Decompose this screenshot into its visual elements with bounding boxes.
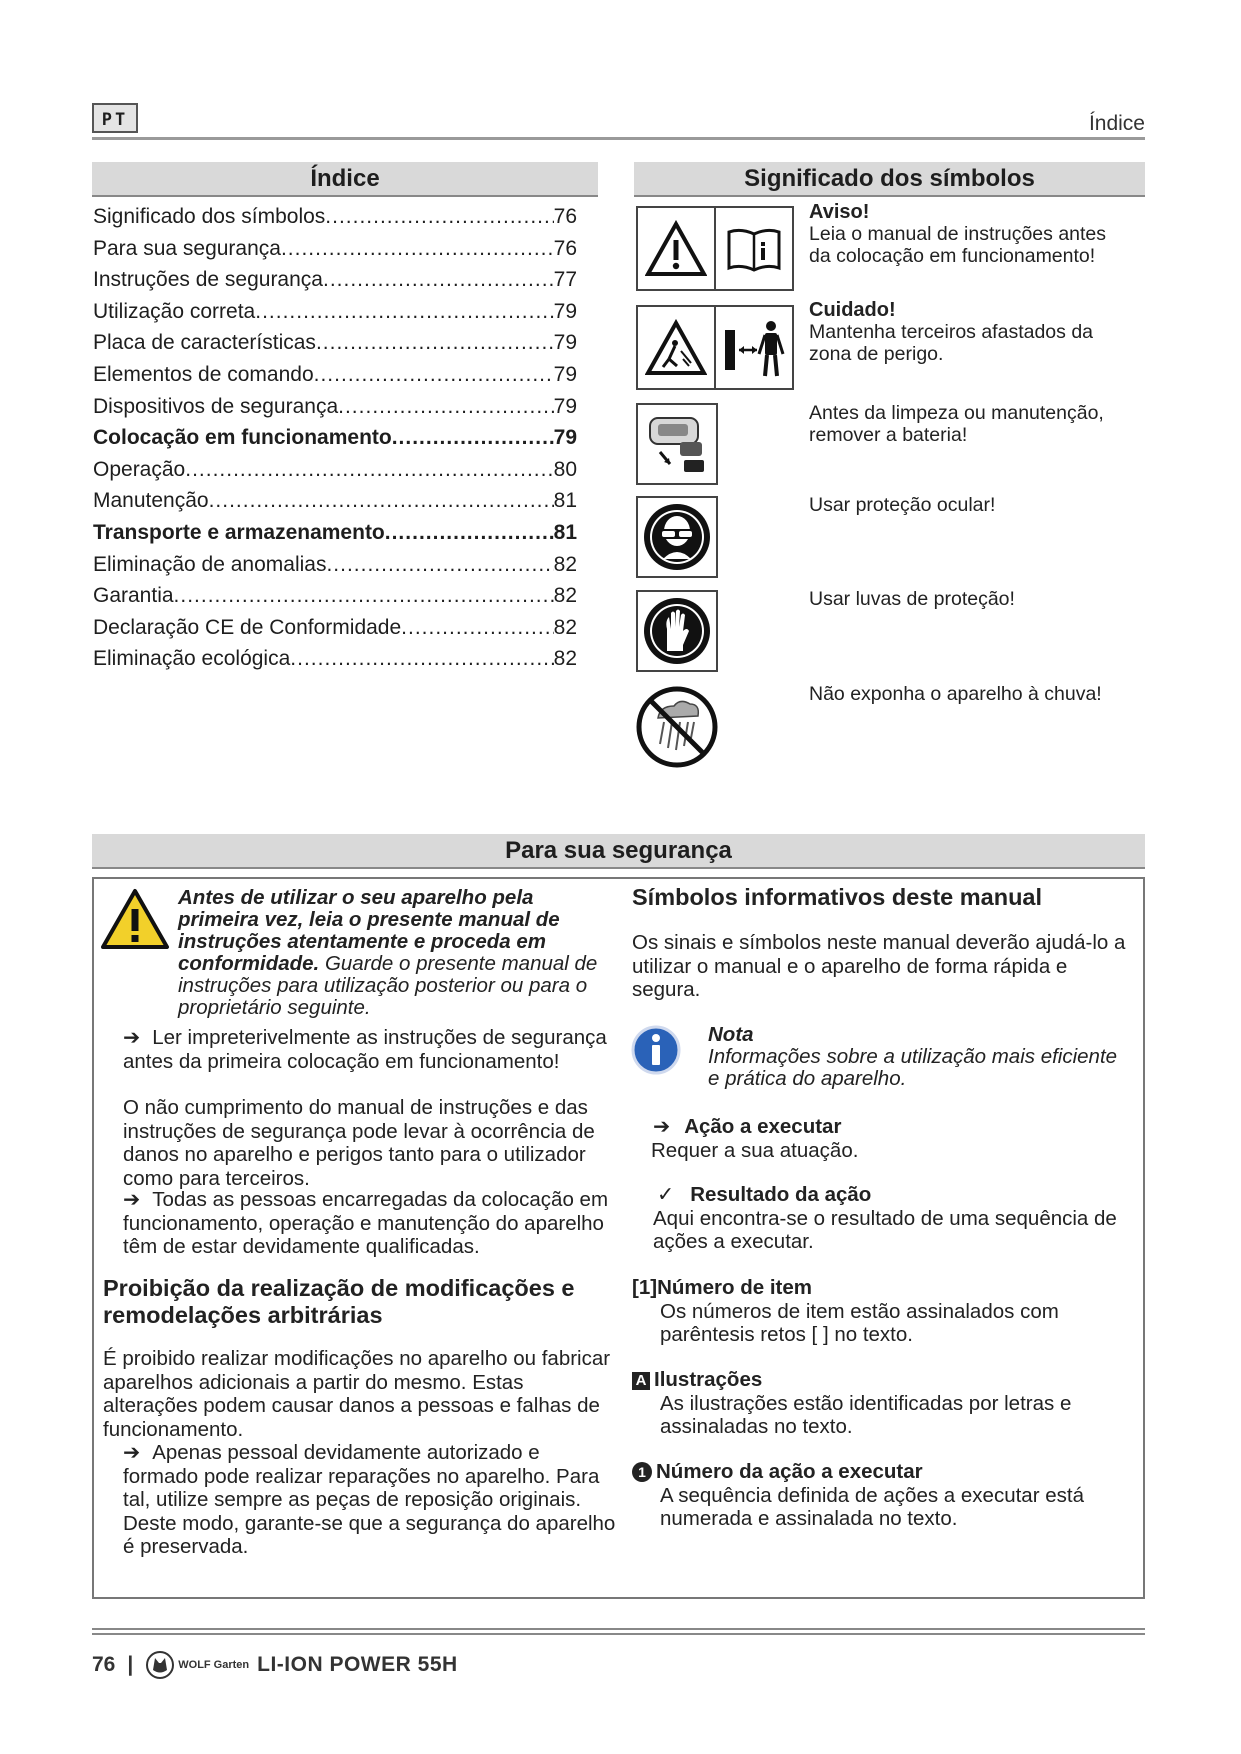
resultado-text: Aqui encontra-se o resultado de uma sequência de ações a executar. xyxy=(653,1206,1117,1253)
cuidado-line-2: zona de perigo. xyxy=(809,343,944,365)
toc-leader-dots xyxy=(325,201,553,233)
toc-entry xyxy=(93,643,577,675)
warning-triangle-icon xyxy=(638,208,716,289)
item-number-block xyxy=(632,1276,1137,1347)
toc-entry-title: Utilização correta xyxy=(93,299,256,323)
toc-entry-page: 79 xyxy=(553,426,577,450)
toc-entry xyxy=(93,201,577,233)
bateria-line-1: Antes da limpeza ou manutenção, xyxy=(809,402,1104,424)
ocular-description: Usar proteção ocular! xyxy=(809,494,996,516)
toc-entry-title: Colocação em funcionamento xyxy=(93,426,392,450)
info-symbols-text: Os sinais e símbolos neste manual deverão ajudá-lo a utilizar o manual e o aparelho de forma rápida e segura. xyxy=(632,931,1126,1001)
info-symbols-heading: Símbolos informativos deste manual xyxy=(632,884,1043,910)
item-title: Número de item xyxy=(657,1276,812,1299)
running-header-title: Índice xyxy=(1088,112,1145,135)
toc-entry xyxy=(93,422,577,454)
product-name: LI-ION POWER 55H xyxy=(257,1653,458,1676)
aviso-line-1: Leia o manual de instruções antes xyxy=(809,223,1107,245)
no-rain-icon xyxy=(634,684,720,770)
toc-entry xyxy=(93,454,577,486)
arrow-right-icon: ➔ xyxy=(123,1441,141,1464)
ilustracoes-block xyxy=(632,1368,1137,1439)
warning-read-manual-symbol xyxy=(636,206,794,291)
toc-entry-title: Instruções de segurança xyxy=(93,268,323,292)
bullet-authorized-personnel xyxy=(123,1441,620,1559)
toc-leader-dots xyxy=(281,233,554,265)
footer xyxy=(92,1650,458,1680)
chuva-description: Não exponha o aparelho à chuva! xyxy=(809,683,1102,705)
letter-a-box-icon: A xyxy=(632,1372,650,1390)
toc-leader-dots xyxy=(326,549,553,581)
numero-acao-title: Número da ação a executar xyxy=(656,1460,923,1483)
language-tag: PT xyxy=(92,103,138,133)
toc-leader-dots xyxy=(174,580,554,612)
toc-entry-title: Operação xyxy=(93,457,186,481)
cuidado-title: Cuidado! xyxy=(809,299,896,321)
toc-entry xyxy=(93,296,577,328)
proibicao-heading: Proibição da realização de modificações e remodelações arbitrárias xyxy=(103,1275,575,1328)
bateria-line-2: remover a bateria! xyxy=(809,424,968,446)
aviso-description xyxy=(809,201,1139,267)
footer-divider-bottom xyxy=(92,1633,1145,1635)
toc-entry-title: Garantia xyxy=(93,584,174,608)
number-one-circle-icon: 1 xyxy=(632,1462,652,1482)
numero-acao-block xyxy=(632,1460,1137,1531)
toc-entry-title: Transporte e armazenamento xyxy=(93,520,385,544)
item-prefix: [1] xyxy=(632,1276,658,1299)
toc-entry xyxy=(93,359,577,391)
toc-entry-page: 82 xyxy=(553,647,577,671)
toc-entry-page: 81 xyxy=(553,520,577,544)
hazard-thrown-objects-icon xyxy=(638,307,716,388)
wolf-head-icon xyxy=(145,1650,175,1680)
toc-entry-page: 79 xyxy=(553,299,577,323)
numero-acao-text: A sequência definida de ações a executar está numerada e assinalada no texto. xyxy=(660,1483,1084,1530)
remove-battery-icon xyxy=(636,403,718,485)
item-text: Os números de item estão assinalados com parêntesis retos [ ] no texto. xyxy=(660,1299,1059,1346)
toc-entry-title: Significado dos símbolos xyxy=(93,205,326,228)
safety-warning-rest: Guarde o presente manual de instruções para utilização posterior ou para o proprietário seguinte. xyxy=(178,952,598,1019)
proibicao-text: É proibido realizar modificações no aparelho ou fabricar aparelhos adicionais a partir do mesmo. Estas alterações podem causar danos a pessoas e falhas de funcionamento. xyxy=(103,1347,611,1441)
info-circle-icon xyxy=(630,1024,682,1081)
toc-leader-dots xyxy=(255,296,553,328)
toc-leader-dots xyxy=(323,264,554,296)
toc-entry-title: Para sua segurança xyxy=(93,236,281,260)
toc-entry-title: Eliminação ecológica xyxy=(93,647,291,671)
toc-entry-title: Dispositivos de segurança xyxy=(93,394,339,418)
toc-leader-dots xyxy=(392,422,554,454)
toc-entry xyxy=(93,612,577,644)
person-distance-icon xyxy=(716,307,792,388)
bullet-read-instructions xyxy=(123,1026,620,1073)
page-number: 76 xyxy=(92,1653,116,1676)
toc-leader-dots xyxy=(338,391,554,423)
bateria-description xyxy=(809,402,1139,446)
resultado-block xyxy=(653,1183,1133,1254)
toc-entry-title: Elementos de comando xyxy=(93,362,314,386)
toc-leader-dots xyxy=(401,612,553,644)
footer-separator: | xyxy=(127,1653,134,1676)
simbolos-heading: Significado dos símbolos xyxy=(634,162,1145,197)
nota-title: Nota xyxy=(708,1023,754,1046)
cuidado-line-1: Mantenha terceiros afastados da xyxy=(809,321,1094,343)
ilustracoes-text: As ilustrações estão identificadas por letras e assinaladas no texto. xyxy=(660,1391,1072,1438)
toc-leader-dots xyxy=(314,359,554,391)
brand-logo xyxy=(145,1650,249,1680)
toc-leader-dots xyxy=(185,454,553,486)
toc-entry-page: 82 xyxy=(553,552,577,576)
toc-leader-dots xyxy=(290,643,553,675)
toc-entry-page: 81 xyxy=(553,489,577,513)
toc-leader-dots xyxy=(385,517,554,549)
toc-entry-page: 79 xyxy=(553,331,577,355)
bullet-qualified-persons xyxy=(123,1188,620,1259)
safety-warning-bold: Antes de utilizar o seu aparelho pela primeira vez, leia o presente manual de instruções atentamente e proceda em conformidade. xyxy=(178,886,560,975)
nota-text: Informações sobre a utilização mais eficiente e prática do aparelho. xyxy=(708,1045,1118,1090)
toc-entry-page: 82 xyxy=(553,615,577,639)
toc-entry-page: 76 xyxy=(553,205,577,228)
toc-entry-title: Manutenção xyxy=(93,489,209,513)
toc-entry-page: 76 xyxy=(553,236,577,260)
toc-entry-page: 79 xyxy=(553,394,577,418)
arrow-right-icon: ➔ xyxy=(123,1026,141,1049)
gloves-protection-icon xyxy=(636,590,718,672)
non-compliance-text: O não cumprimento do manual de instruções e das instruções de segurança pode levar à ocorrência de danos no aparelho e perigos tanto para o utilizador como para terceiros. xyxy=(123,1096,595,1190)
luvas-description: Usar luvas de proteção! xyxy=(809,588,1015,610)
toc-entry-title: Declaração CE de Conformidade xyxy=(93,615,402,639)
toc-entry xyxy=(93,549,577,581)
header-divider xyxy=(92,137,1145,140)
arrow-right-icon: ➔ xyxy=(123,1188,141,1211)
toc-entry-title: Eliminação de anomalias xyxy=(93,552,327,576)
toc-entry xyxy=(93,327,577,359)
toc-entry xyxy=(93,391,577,423)
bullet-2-text: Todas as pessoas encarregadas da colocação em funcionamento, operação e manutenção do aparelho têm de estar devidamente qualificadas. xyxy=(123,1188,609,1258)
toc-entry-page: 82 xyxy=(553,584,577,608)
safety-warning-text xyxy=(178,887,618,1019)
table-of-contents xyxy=(93,201,577,675)
aviso-line-2: da colocação em funcionamento! xyxy=(809,245,1096,267)
nota-block xyxy=(708,1024,1128,1090)
seguranca-heading: Para sua segurança xyxy=(92,834,1145,869)
checkmark-icon: ✓ xyxy=(657,1183,675,1206)
resultado-title: Resultado da ação xyxy=(690,1183,872,1206)
ilustracoes-title: Ilustrações xyxy=(654,1368,763,1391)
brand-name: WOLF Garten xyxy=(178,1659,250,1671)
warning-triangle-yellow-icon xyxy=(100,887,170,956)
toc-entry-page: 77 xyxy=(553,268,577,292)
acao-title: Ação a executar xyxy=(684,1115,842,1138)
acao-block xyxy=(653,1115,1133,1162)
footer-divider-top xyxy=(92,1628,1145,1630)
eye-protection-icon xyxy=(636,496,718,578)
bullet-3-text: Apenas pessoal devidamente autorizado e formado pode realizar reparações no aparelho. Para tal, utilize sempre as peças de reposição originais. Deste modo, garante-se que a segurança do aparelho é preservada. xyxy=(123,1441,616,1558)
toc-leader-dots xyxy=(316,327,554,359)
toc-entry xyxy=(93,580,577,612)
toc-entry-page: 79 xyxy=(553,362,577,386)
toc-entry xyxy=(93,517,577,549)
indice-heading: Índice xyxy=(92,162,598,197)
arrow-right-icon: ➔ xyxy=(653,1115,671,1138)
aviso-title: Aviso! xyxy=(809,201,870,223)
manual-book-icon xyxy=(716,208,792,289)
keep-distance-symbol xyxy=(636,305,794,390)
toc-leader-dots xyxy=(209,485,554,517)
bullet-1-text: Ler impreterivelmente as instruções de segurança antes da primeira colocação em funcionamento! xyxy=(123,1026,607,1073)
acao-text: Requer a sua atuação. xyxy=(651,1138,859,1162)
toc-entry xyxy=(93,264,577,296)
toc-entry xyxy=(93,233,577,265)
toc-entry-title: Placa de características xyxy=(93,331,316,355)
cuidado-description xyxy=(809,299,1139,365)
toc-entry xyxy=(93,485,577,517)
toc-entry-page: 80 xyxy=(553,457,577,481)
